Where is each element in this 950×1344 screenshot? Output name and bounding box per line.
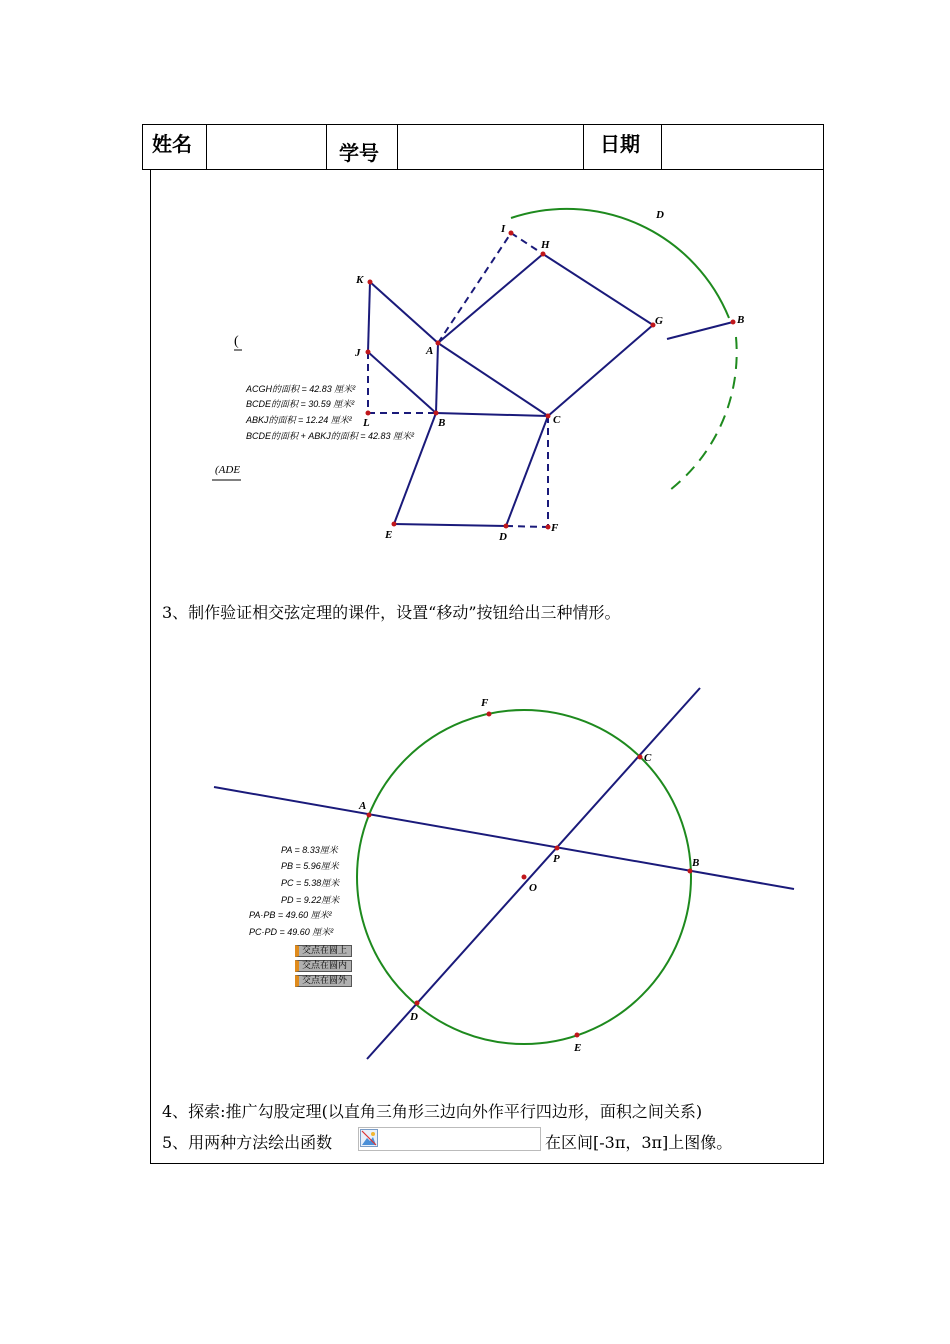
measure-pa: PA = 8.33厘米 <box>281 845 338 855</box>
measure-abkj: ABKJ的面积 = 12.24 厘米² <box>246 415 352 425</box>
clipped-top: ( <box>234 334 239 349</box>
dashed-segments <box>368 233 548 527</box>
label-c2: C <box>644 752 652 764</box>
pythagoras-figure <box>0 0 950 580</box>
label-b-arc: B <box>737 314 745 326</box>
chord-figure <box>0 670 950 1070</box>
figure1-points <box>366 231 736 530</box>
label-i: I <box>501 223 506 235</box>
label-o2: O <box>529 882 537 894</box>
date-label: 日期 <box>600 132 640 156</box>
arc-solid <box>511 209 729 318</box>
item-5-suffix: 在区间[-3π，3π]上图像。 <box>545 1133 733 1152</box>
measure-acgh: ACGH的面积 = 42.83 厘米² <box>246 384 356 394</box>
label-f: F <box>551 522 559 534</box>
measure-papb: PA·PB = 49.60 厘米² <box>249 910 332 920</box>
button-outside-circle[interactable]: 交点在圆外 <box>295 975 352 987</box>
measure-bcde: BCDE的面积 = 30.59 厘米² <box>246 399 355 409</box>
measure-pd: PD = 9.22厘米 <box>281 895 340 905</box>
label-b: B <box>438 417 446 429</box>
label-e2: E <box>574 1042 582 1054</box>
label-a: A <box>426 345 434 357</box>
solid-segments <box>368 254 653 526</box>
item-4-text: 4、探索:推广勾股定理(以直角三角形三边向外作平行四边形，面积之间关系) <box>162 1102 703 1121</box>
name-label: 姓名 <box>152 132 192 156</box>
measure-sum: BCDE的面积 + ABKJ的面积 = 42.83 厘米² <box>246 431 415 441</box>
label-j: J <box>355 347 361 359</box>
button-on-circle[interactable]: 交点在圆上 <box>295 945 352 957</box>
item-3-text: 3、制作验证相交弦定理的课件，设置“移动”按钮给出三种情形。 <box>162 603 621 622</box>
label-e: E <box>385 529 393 541</box>
label-p2: P <box>553 853 560 865</box>
measure-pc: PC = 5.38厘米 <box>281 878 340 888</box>
label-h: H <box>541 239 550 251</box>
label-f2: F <box>481 697 489 709</box>
label-d-top: D <box>656 209 664 221</box>
label-b2: B <box>692 857 700 869</box>
line-ab <box>214 787 794 889</box>
arc-dashed <box>670 337 737 490</box>
label-l: L <box>363 417 370 429</box>
label-k: K <box>356 274 364 286</box>
label-c: C <box>553 414 561 426</box>
measure-pcpd: PC·PD = 49.60 厘米² <box>249 927 334 937</box>
label-d2: D <box>410 1011 418 1023</box>
id-label: 学号 <box>339 141 379 165</box>
measure-pb: PB = 5.96厘米 <box>281 861 339 871</box>
clipped-bottom: (ADE <box>215 464 241 476</box>
label-g: G <box>655 315 663 327</box>
label-d: D <box>499 531 507 543</box>
item-5-prefix: 5、用两种方法绘出函数 <box>162 1133 333 1152</box>
formula-image-placeholder <box>358 1127 541 1151</box>
label-a2: A <box>359 800 367 812</box>
segment-gb <box>667 322 733 339</box>
broken-image-icon <box>360 1129 378 1147</box>
button-inside-circle[interactable]: 交点在圆内 <box>295 960 352 972</box>
